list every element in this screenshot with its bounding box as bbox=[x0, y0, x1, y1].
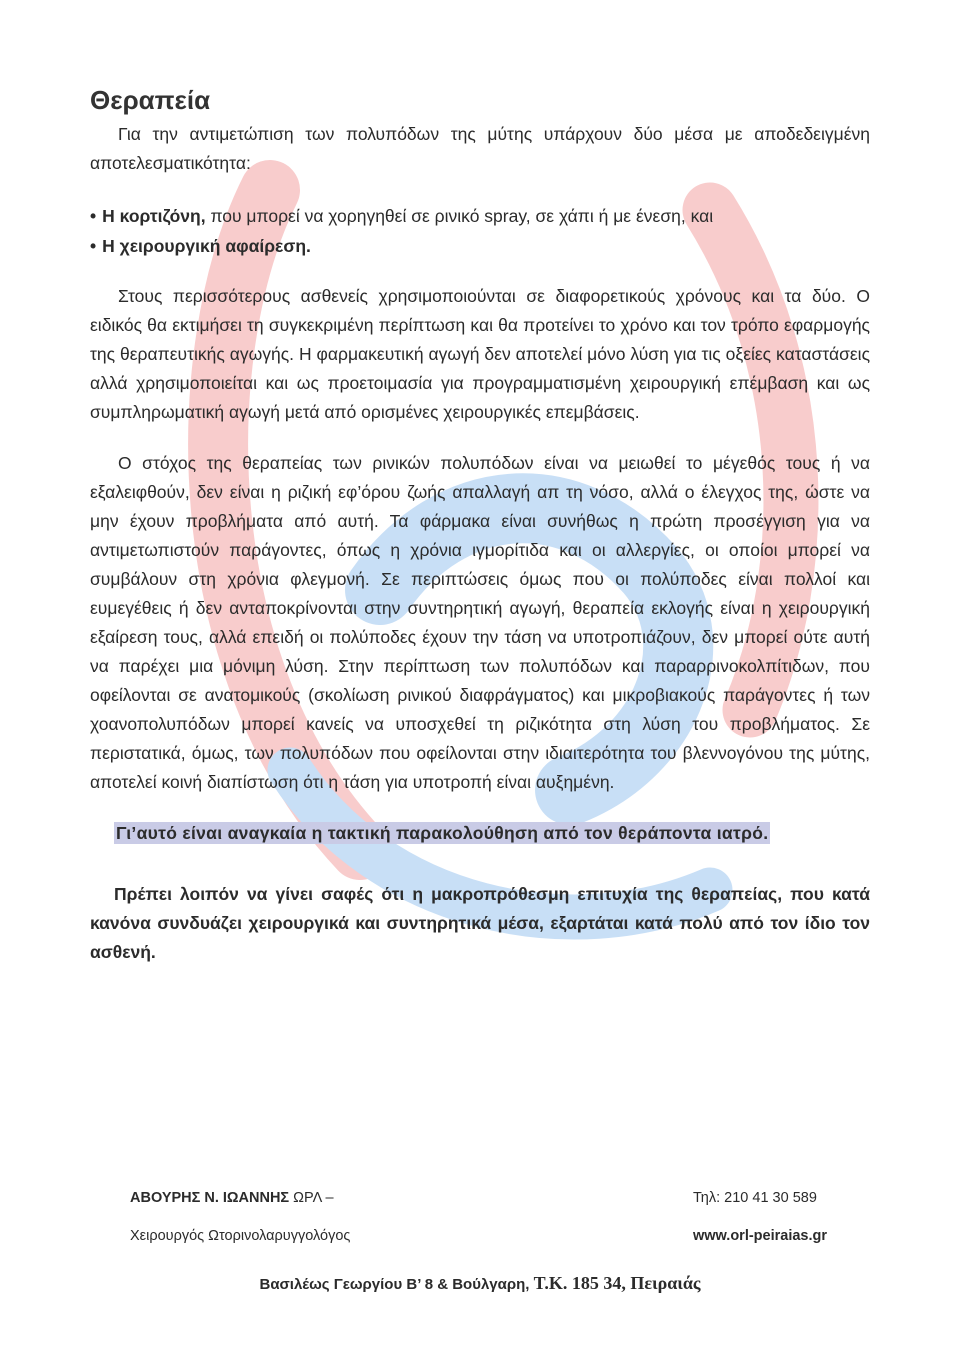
highlight-row bbox=[90, 819, 870, 848]
bullet-marker: • bbox=[90, 206, 97, 227]
highlighted-statement: Γι’αυτό είναι αναγκαία η τακτική παρακολούθηση από τον θεράποντα ιατρό. bbox=[116, 823, 769, 844]
doctor-name: ΑΒΟΥΡΗΣ Ν. ΙΩΑΝΝΗΣ bbox=[130, 1190, 290, 1206]
list-item-bold: Η χειρουργική αφαίρεση. bbox=[102, 236, 311, 257]
bullet-marker: • bbox=[90, 236, 97, 257]
list-item-bold: Η κορτιζόνη, bbox=[102, 206, 206, 227]
document-body bbox=[90, 85, 870, 967]
website-link[interactable]: www.orl-peiraias.gr bbox=[693, 1228, 828, 1244]
doctor-title: ΩΡΛ – bbox=[289, 1190, 334, 1206]
phone-number: Τηλ: 210 41 30 589 bbox=[693, 1190, 817, 1206]
treatment-list bbox=[90, 201, 870, 261]
address-city: Τ.Κ. 185 34, Πειραιάς bbox=[529, 1273, 701, 1293]
list-item-text: που μπορεί να χορηγηθεί σε ρινικό spray, σε χάπι ή με ένεση, και bbox=[205, 206, 714, 227]
doctor-specialty: Χειρουργός Ωτορινολαρυγγολόγος bbox=[130, 1228, 351, 1244]
paragraph-goal: Ο στόχος της θεραπείας των ρινικών πολυπόδων είναι να μειωθεί το μέγεθός τους ή να εξαλειφθούν, δεν είναι η ριζική εφ’όρου ζωής απαλλαγή απ τη νόσο, αλλά ο έλεγχος της, ώστε να μην έχουν προβλήματα από αυτή. Τα φάρμακα είναι συνήθως η πρώτη προσέγγιση για να αντιμετωπιστούν παράγοντες, όπως η χρόνια ιγμορίτιδα και οι αλλεργίες, οι οποίοι μπορεί να συμβάλουν στη χρόνια φλεγμονή. Σε περιπτώσεις όμως που οι πολύποδες είναι πολλοί και ευμεγέθεις ή δεν ανταποκρίνονται στην συντηρητική αγωγή, θεραπεία εκλογής είναι η χειρουργική εξαίρεση τους, αλλά επειδή οι πολύποδες έχουν την τάση να υποτροπιάζουν, δεν μπορεί ούτε αυτή να παρέχει μια μόνιμη λύση. Στην περίπτωση των πολυπόδων και παραρρινοκολπίτιδων, που οφείλονται σε ανατομικούς (σκολίωση ρινικού διαφράγματος) και μικροβιακούς παράγοντες ή των χοανοπολυπόδων μπορεί κανείς να υποσχεθεί τη ριζικότητα στη λύση του προβλήματος. Σε περιστατικά, όμως, των πολυπόδων που οφείλονται στην ιδιαιτερότητα του βλεννογόνου της μύτης, αποτελεί κοινή διαπίστωση ότι η τάση για υποτροπή είναι αυξημένη. bbox=[90, 453, 870, 793]
list-item bbox=[90, 231, 870, 261]
address-street: Βασιλέως Γεωργίου Β’ 8 & Βούλγαρη, bbox=[259, 1276, 530, 1293]
paragraph-usage: Στους περισσότερους ασθενείς χρησιμοποιούνται σε διαφορετικούς χρόνους και τα δύο. Ο ειδικός θα εκτιμήσει τη συγκεκριμένη περίπτωση και θα προτείνει το χρόνο και τον τρόπο εφαρμογής της θεραπευτικής αγωγής. Η φαρμακευτική αγωγή δεν αποτελεί μόνο λύση για τις οξείες καταστάσεις αλλά χρησιμοποιείται και ως προετοιμασία για προγραμματισμένη χειρουργική επέμβαση και ως συμπληρωματική αγωγή μετά από ορισμένες χειρουργικές επεμβάσεις. bbox=[90, 286, 870, 423]
section-title: Θεραπεία bbox=[90, 85, 211, 115]
list-item bbox=[90, 201, 870, 231]
intro-paragraph: Για την αντιμετώπιση των πολυπόδων της μύτης υπάρχουν δύο μέσα με αποδεδειγμένη αποτελεσματικότητα: bbox=[90, 124, 870, 174]
footer-address bbox=[0, 1273, 960, 1294]
doctor-name-line bbox=[130, 1190, 334, 1206]
final-paragraph: Πρέπει λοιπόν να γίνει σαφές ότι η μακροπρόθεσμη επιτυχία της θεραπείας, που κατά κανόνα συνδυάζει χειρουργικά και συντηρητικά μέσα, εξαρτάται κατά πολύ από τον ίδιο τον ασθενή. bbox=[90, 884, 870, 963]
